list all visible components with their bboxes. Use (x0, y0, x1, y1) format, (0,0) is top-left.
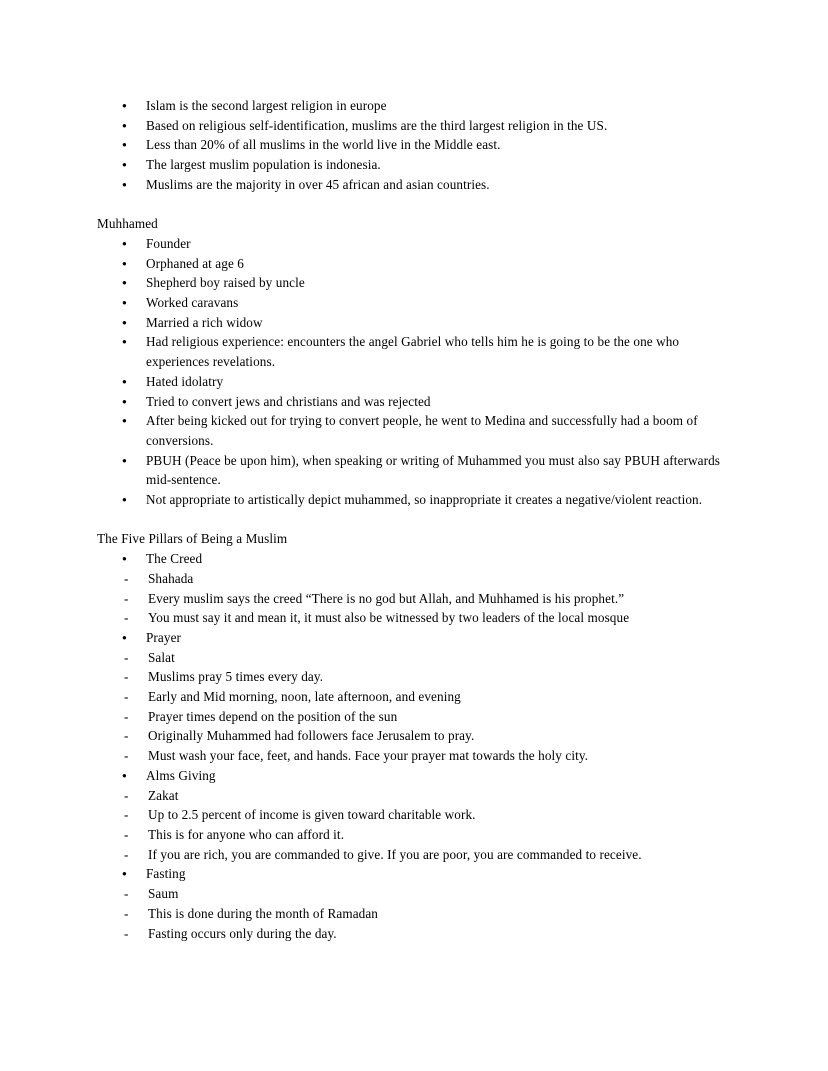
list-item (97, 451, 739, 490)
bullet-marker: ● (122, 120, 127, 130)
list-item (97, 293, 739, 313)
dash-marker: - (124, 826, 129, 842)
list-item (97, 924, 739, 944)
list-item (97, 411, 739, 450)
dash-marker: - (124, 610, 129, 626)
bullet-marker: ● (122, 554, 127, 564)
list-item (97, 746, 739, 766)
bullet-marker: ● (122, 455, 127, 465)
dash-marker: - (124, 669, 129, 685)
list-item-text: Prayer (146, 629, 182, 645)
bullet-marker: ● (122, 258, 127, 268)
bullet-marker: ● (122, 869, 127, 879)
bullet-marker: ● (122, 160, 127, 170)
list-item-text: After being kicked out for trying to convert people, he went to Medina and successfully had a boom of conversions. (146, 413, 698, 448)
list-item (97, 589, 739, 609)
list-item (97, 608, 739, 628)
bullet-marker: ● (122, 238, 127, 248)
list-item-text: Orphaned at age 6 (146, 255, 244, 271)
dash-marker: - (124, 649, 129, 665)
list-item-text: Worked caravans (146, 295, 239, 311)
dash-marker: - (124, 689, 129, 705)
list-item (97, 707, 739, 727)
dash-marker: - (124, 590, 129, 606)
list-item-text: The largest muslim population is indonesia. (146, 157, 381, 173)
list-item-text: Married a rich widow (146, 314, 263, 330)
list-item-text: Not appropriate to artistically depict muhammed, so inappropriate it creates a negative/violent reaction. (146, 492, 703, 508)
dash-marker: - (124, 570, 129, 586)
list-item (97, 332, 739, 371)
list-item (97, 490, 739, 510)
list-item-text: Founder (146, 235, 191, 251)
list-item-text: Fasting occurs only during the day. (148, 925, 337, 941)
list-item (97, 549, 739, 569)
bullet-marker: ● (122, 101, 127, 110)
list-item-text: The Creed (146, 551, 203, 567)
list-item-text: Muslims pray 5 times every day. (148, 669, 324, 685)
bullet-marker: ● (122, 298, 127, 308)
list-item-text: Must wash your face, feet, and hands. Face your prayer mat towards the holy city. (148, 748, 589, 764)
bullet-marker: ● (122, 396, 127, 406)
list-item-text: Prayer times depend on the position of the sun (148, 708, 398, 724)
list-item-text: Shahada (148, 570, 194, 586)
list-item-text: Shepherd boy raised by uncle (146, 275, 305, 291)
list-item-text: If you are rich, you are commanded to give. If you are poor, you are commanded to receive. (148, 846, 642, 862)
dash-marker: - (124, 728, 129, 744)
dash-marker: - (124, 807, 129, 823)
list-item (97, 96, 739, 116)
list-item-text: Originally Muhammed had followers face Jerusalem to pray. (148, 728, 475, 744)
document-content (97, 96, 739, 943)
list-item-text: Had religious experience: encounters the angel Gabriel who tells him he is going to be the one who experiences revelations. (146, 334, 680, 370)
list-item-text: Saum (148, 886, 179, 902)
list-item (97, 569, 739, 589)
list-item (97, 628, 739, 648)
list-item (97, 687, 739, 707)
list-item (97, 648, 739, 668)
list-item (97, 766, 739, 786)
bullet-marker: ● (122, 317, 127, 327)
list-item-text: Tried to convert jews and christians and was rejected (146, 393, 431, 409)
list-item (97, 116, 739, 136)
bullet-marker: ● (122, 278, 127, 288)
dash-marker: - (124, 905, 129, 921)
bullet-marker: ● (122, 376, 127, 386)
list-item (97, 313, 739, 333)
list-item-text: This is done during the month of Ramadan (148, 905, 378, 921)
bullet-marker: ● (122, 337, 127, 347)
section-heading: The Five Pillars of Being a Muslim (97, 531, 288, 547)
bullet-marker: ● (122, 140, 127, 150)
dash-marker: - (124, 846, 129, 862)
bullet-marker: ● (122, 416, 127, 426)
bullet-marker: ● (122, 179, 127, 189)
list-item (97, 825, 739, 845)
list-item (97, 904, 739, 924)
document-section (97, 96, 739, 195)
list-item-text: Up to 2.5 percent of income is given toward charitable work. (148, 807, 476, 823)
list-item-text: Based on religious self-identification, muslims are the third largest religion in the US. (146, 117, 608, 133)
list-item (97, 392, 739, 412)
list-item (97, 155, 739, 175)
list-item (97, 273, 739, 293)
dash-marker: - (124, 787, 129, 803)
list-item-text: Less than 20% of all muslims in the world live in the Middle east. (146, 137, 501, 153)
list-item-text: Muslims are the majority in over 45 african and asian countries. (146, 176, 490, 192)
list-item-text: PBUH (Peace be upon him), when speaking or writing of Muhammed you must also say PBUH afterwards mid-sentence. (146, 452, 721, 488)
list-item (97, 845, 739, 865)
list-item-text: You must say it and mean it, it must also be witnessed by two leaders of the local mosque (148, 610, 630, 626)
dash-marker: - (124, 886, 129, 902)
list-item (97, 175, 739, 195)
list-item (97, 667, 739, 687)
list-item (97, 726, 739, 746)
list-item-text: Hated idolatry (146, 373, 224, 389)
list-item (97, 884, 739, 904)
dash-marker: - (124, 748, 129, 764)
list-item-text: Islam is the second largest religion in europe (146, 98, 387, 113)
list-item (97, 372, 739, 392)
document-section (97, 529, 739, 943)
list-item-text: Early and Mid morning, noon, late afternoon, and evening (148, 689, 461, 705)
bullet-marker: ● (122, 495, 127, 505)
list-item (97, 805, 739, 825)
list-item-text: This is for anyone who can afford it. (148, 826, 345, 842)
list-item-text: Salat (148, 649, 175, 665)
list-item (97, 864, 739, 884)
list-item (97, 234, 739, 254)
document-section (97, 214, 739, 510)
list-item-text: Alms Giving (146, 767, 216, 783)
list-item (97, 254, 739, 274)
section-heading: Muhhamed (97, 216, 158, 232)
bullet-marker: ● (122, 632, 127, 642)
bullet-marker: ● (122, 770, 127, 780)
list-item-text: Fasting (146, 866, 186, 882)
dash-marker: - (124, 925, 129, 941)
dash-marker: - (124, 708, 129, 724)
list-item (97, 135, 739, 155)
list-item-text: Every muslim says the creed “There is no god but Allah, and Muhhamed is his prophet.” (148, 590, 625, 606)
list-item (97, 786, 739, 806)
list-item-text: Zakat (148, 787, 179, 803)
